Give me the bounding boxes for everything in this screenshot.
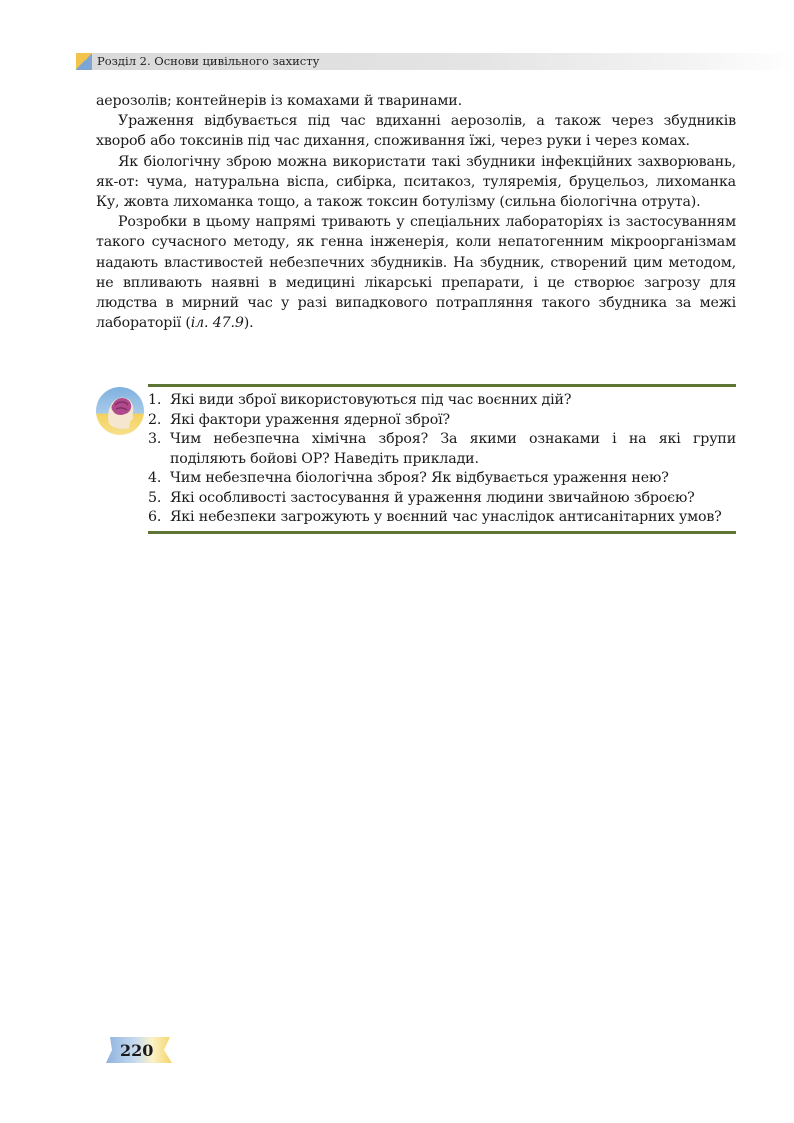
question-number: 6. xyxy=(148,509,162,525)
questions-list xyxy=(148,391,736,528)
question-item xyxy=(148,391,736,411)
question-item xyxy=(148,469,736,489)
paragraph: аерозолів; контейнерів із комахами й тваринами. xyxy=(96,93,462,109)
paragraph-closing: ). xyxy=(243,315,254,332)
question-number: 5. xyxy=(148,489,162,506)
section-title: Розділ 2. Основи цивільного захисту xyxy=(97,54,320,68)
section-header-bar xyxy=(76,53,794,70)
question-text: Які фактори ураження ядерної зброї? xyxy=(170,411,450,428)
question-item xyxy=(148,489,736,509)
questions-block xyxy=(148,384,736,534)
question-item xyxy=(148,508,736,528)
question-text: Які види зброї використовуються під час воєнних дій? xyxy=(170,392,572,408)
question-number: 1. xyxy=(148,392,162,408)
paragraph xyxy=(96,212,736,333)
question-text: Чим небезпечна біологічна зброя? Як відбувається ураження нею? xyxy=(170,470,669,486)
question-text: Які небезпеки загрожують у воєнний час унаслідок антисанітарних умов? xyxy=(170,509,722,525)
figure-reference: іл. 47.9 xyxy=(190,315,244,332)
main-text xyxy=(96,91,736,333)
paragraph: Ураження відбувається під час вдиханні аерозолів, а також через збудників хвороб або токсинів під час дихання, споживання їжі, через руки і через комах. xyxy=(96,113,736,150)
question-text: Які особливості застосування й ураження людини звичайною зброєю? xyxy=(170,489,695,506)
question-number: 2. xyxy=(148,411,162,428)
question-item xyxy=(148,411,736,431)
paragraph-text: Розробки в цьому напрямі тривають у спеціальних лабораторіях із застосуванням такого сучасного методу, як генна інженерія, коли непатогенним мікроорганізмам надають властивостей небезпечних збудників. На збудник, створений цим методом, не впливають наявні в медицині лікарські препарати, і це створює загрозу для людства в мирний час у разі випадкового потрапляння такого збудника за межі лабораторії ( xyxy=(96,214,736,332)
question-item xyxy=(148,430,736,469)
question-number: 4. xyxy=(148,470,162,486)
page-number: 220 xyxy=(120,1041,154,1060)
header-corner-mark xyxy=(76,53,92,70)
questions-head-icon xyxy=(95,386,145,436)
question-text: Чим небезпечна хімічна зброя? За якими ознаками і на які групи поділяють бойові ОР? Наведіть приклади. xyxy=(170,431,736,467)
paragraph: Як біологічну зброю можна використати такі збудники інфекційних захворювань, як-от: чума, натуральна віспа, сибірка, пситакоз, туляремія, бруцельоз, лихоманка Ку, жовта лихоманка тощо, а також токсин ботулізму (сильна біологічна отрута). xyxy=(96,153,736,211)
question-number: 3. xyxy=(148,431,162,447)
